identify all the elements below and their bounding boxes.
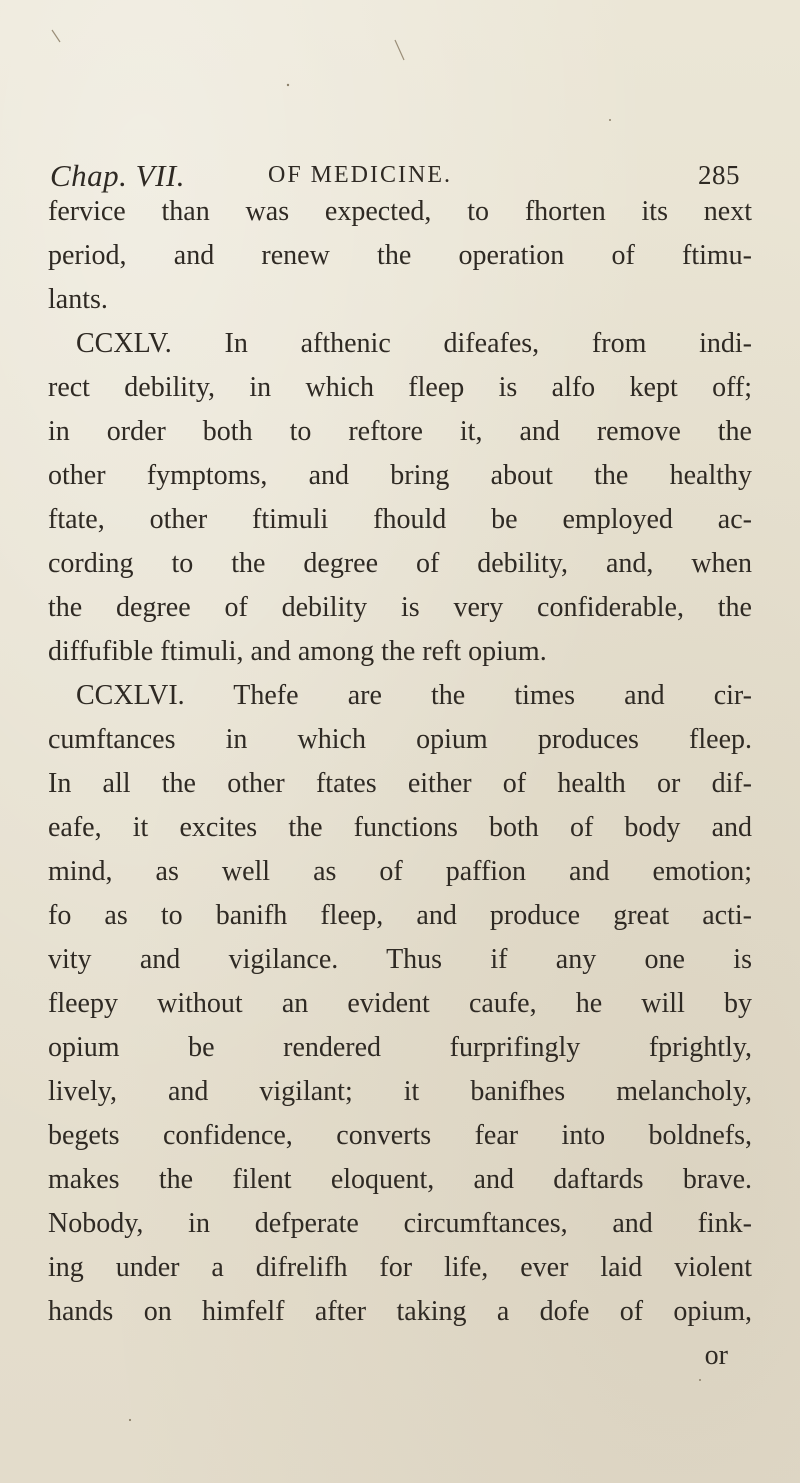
running-title: OF MEDICINE.	[268, 162, 452, 188]
text-line: vity and vigilance. Thus if any one is	[48, 944, 752, 975]
text-line: fo as to banifh fleep, and produce great acti-	[48, 900, 752, 931]
text-line: rect debility, in which fleep is alfo kept off;	[48, 372, 752, 403]
text-line: cumftances in which opium produces fleep.	[48, 724, 752, 755]
text-line: In all the other ftates either of health or dif-	[48, 768, 752, 799]
text-line: lants.	[48, 284, 108, 315]
body-text	[48, 190, 752, 1378]
text-line: ing under a difrelifh for life, ever laid violent	[48, 1252, 752, 1283]
text-line: period, and renew the operation of ftimu-	[48, 240, 752, 271]
text-line: hands on himfelf after taking a dofe of opium,	[48, 1296, 752, 1327]
text-line: opium be rendered furprifingly fprightly,	[48, 1032, 752, 1063]
text-line: ftate, other ftimuli fhould be employed ac-	[48, 504, 752, 535]
page-number: 285	[698, 160, 740, 190]
text-line: diffufible ftimuli, and among the reft opium.	[48, 636, 547, 667]
text-line: fervice than was expected, to fhorten its next	[48, 196, 752, 227]
text-line: cording to the degree of debility, and, when	[48, 548, 752, 579]
text-line: Nobody, in defperate circumftances, and fink-	[48, 1208, 752, 1239]
chapter-label: Chap. VII.	[50, 158, 186, 193]
text-line: CCXLV. In afthenic difeafes, from indi-	[76, 328, 752, 359]
text-line: begets confidence, converts fear into boldnefs,	[48, 1120, 752, 1151]
text-line: in order both to reftore it, and remove the	[48, 416, 752, 447]
text-line: eafe, it excites the functions both of body and	[48, 812, 752, 843]
text-line: mind, as well as of paffion and emotion;	[48, 856, 752, 887]
text-line: makes the filent eloquent, and daftards brave.	[48, 1164, 752, 1195]
text-line: the degree of debility is very confiderable, the	[48, 592, 752, 623]
text-line: lively, and vigilant; it banifhes melancholy,	[48, 1076, 752, 1107]
catchword: or	[704, 1340, 728, 1371]
text-line: CCXLVI. Thefe are the times and cir-	[76, 680, 752, 711]
text-line: fleepy without an evident caufe, he will by	[48, 988, 752, 1019]
text-line: other fymptoms, and bring about the healthy	[48, 460, 752, 491]
